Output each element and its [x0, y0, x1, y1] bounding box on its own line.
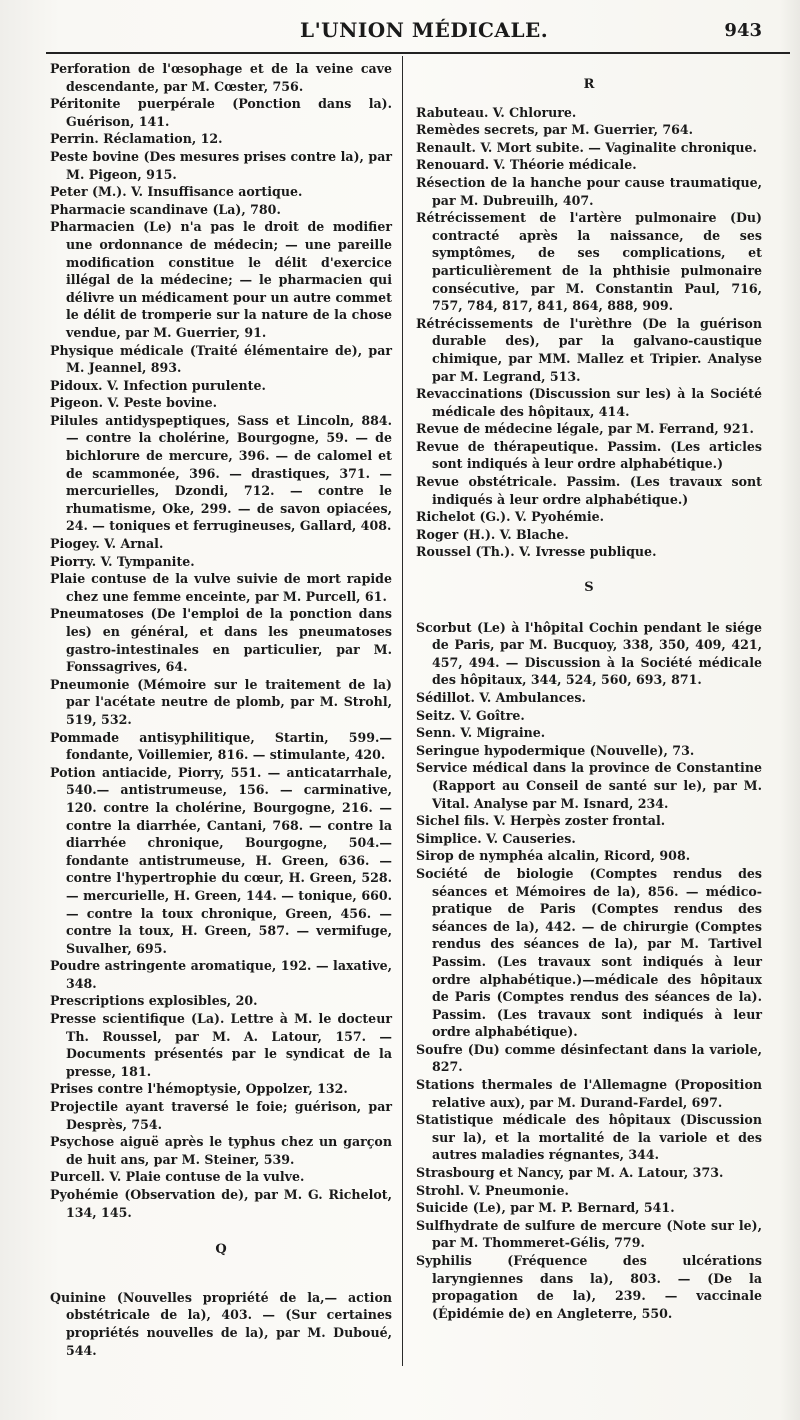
- index-entry: Pharmacie scandinave (La), 780.: [50, 201, 281, 217]
- index-entry: Projectile ayant traversé le foie; guérison, par Desprès, 754.: [50, 1099, 392, 1132]
- index-entry: Strasbourg et Nancy, par M. A. Latour, 373.: [416, 1165, 724, 1181]
- section-q: [50, 1289, 392, 1359]
- index-entry: Sichel fils. V. Herpès zoster frontal.: [416, 813, 666, 829]
- section-letter-s: S: [584, 580, 594, 596]
- index-entry: Piogey. V. Arnal.: [50, 536, 164, 552]
- index-entry: Physique médicale (Traité élémentaire de), par M. Jeannel, 893.: [50, 342, 392, 376]
- index-entry: Senn. V. Migraine.: [416, 725, 546, 741]
- index-entry: Perforation de l'œsophage et de la veine cave descendante, par M. Cœster, 756.: [50, 61, 392, 94]
- index-entry: Pidoux. V. Infection purulente.: [50, 377, 266, 393]
- index-entry: Revue de médecine légale, par M. Ferrand, 921.: [416, 421, 754, 437]
- index-entry: Purcell. V. Plaie contuse de la vulve.: [50, 1169, 305, 1185]
- index-entry: Sulfhydrate de sulfure de mercure (Note sur le), par M. Thommeret-Gélis, 779.: [416, 1217, 762, 1251]
- section-letter-r: R: [583, 77, 595, 92]
- index-entry: Quinine (Nouvelles propriété de la,— action obstétricale de la), 403. — (Sur certaines propriétés nouvelles de la), par M. Duboué, 544.: [50, 1289, 392, 1358]
- index-entry: Pneumatoses (De l'emploi de la ponction dans les) en général, et dans les pneumatoses gastro-intestinales en particulier, par M. Fonssagrives, 64.: [50, 606, 392, 675]
- index-entry: Stations thermales de l'Allemagne (Proposition relative aux), par M. Durand-Fardel, 697.: [416, 1077, 762, 1110]
- right-column: [416, 60, 762, 1322]
- header-rule: [46, 52, 790, 54]
- index-entry: Simplice. V. Causeries.: [416, 830, 576, 846]
- index-entry: Sédillot. V. Ambulances.: [416, 690, 586, 705]
- index-entry: Statistique médicale des hôpitaux (Discussion sur la), et la mortalité de la variole et des autres maladies régnantes, 344.: [416, 1112, 762, 1163]
- index-entry: Seitz. V. Goître.: [416, 707, 525, 723]
- column-divider: [402, 56, 403, 1366]
- index-entry: Roger (H.). V. Blache.: [416, 526, 569, 542]
- index-entry: Piorry. V. Tympanite.: [50, 553, 195, 569]
- index-entry: Presse scientifique (La). Lettre à M. le docteur Th. Roussel, par M. A. Latour, 157. — Documents présentés par le syndicat de la presse, 181.: [50, 1011, 392, 1079]
- index-entry: Suicide (Le), par M. P. Bernard, 541.: [416, 1200, 675, 1216]
- index-entry: Sirop de nymphéa alcalin, Ricord, 908.: [416, 848, 691, 864]
- index-entry: Rétrécissements de l'urèthre (De la guérison durable des), par la galvano-caustique chimique, par MM. Mallez et Tripier. Analyse par M. Legrand, 513.: [416, 315, 762, 384]
- index-entry: Société de biologie (Comptes rendus des séances et Mémoires de la), 856. — médico-pratique de Paris (Comptes rendus des séances de la), 442. — de chirurgie (Comptes rendus des séances de la), par M. Tartivel Passim. (Les travaux sont indiqués à leur ordre alphabétique.)—médicale des hôpitaux de Paris (Comptes rendus des séances de la). Passim. (Les travaux sont indiqués à leur ordre alphabétique).: [416, 865, 762, 1040]
- journal-title: L'UNION MÉDICALE.: [300, 18, 549, 42]
- left-column: [50, 60, 392, 1359]
- index-entry: Péritonite puerpérale (Ponction dans la). Guérison, 141.: [50, 96, 392, 129]
- index-entry: Prises contre l'hémoptysie, Oppolzer, 132.: [50, 1081, 348, 1097]
- page-header: [0, 14, 800, 54]
- index-entry: Prescriptions explosibles, 20.: [50, 993, 258, 1009]
- index-entry: Remèdes secrets, par M. Guerrier, 764.: [416, 122, 694, 138]
- index-entry: Poudre astringente aromatique, 192. — laxative, 348.: [50, 958, 392, 991]
- index-entry: Peste bovine (Des mesures prises contre la), par M. Pigeon, 915.: [50, 148, 392, 182]
- index-entry: Strohl. V. Pneumonie.: [416, 1182, 569, 1198]
- index-entry: Peter (M.). V. Insuffisance aortique.: [50, 184, 303, 200]
- index-entry: Soufre (Du) comme désinfectant dans la variole, 827.: [416, 1041, 762, 1075]
- index-entry: Pyohémie (Observation de), par M. G. Richelot, 134, 145.: [50, 1187, 392, 1220]
- index-entry: Revue de thérapeutique. Passim. (Les articles sont indiqués à leur ordre alphabétique.): [416, 438, 762, 472]
- section-s: [416, 619, 762, 1323]
- section-letter-q: Q: [215, 1242, 227, 1258]
- index-entry: Pigeon. V. Peste bovine.: [50, 395, 218, 411]
- index-entry: Service médical dans la province de Constantine (Rapport au Conseil de santé sur le), par M. Vital. Analyse par M. Isnard, 234.: [416, 760, 762, 811]
- index-entry: Roussel (Th.). V. Ivresse publique.: [416, 544, 657, 560]
- index-entry: Seringue hypodermique (Nouvelle), 73.: [416, 742, 695, 758]
- index-entry: Pommade antisyphilitique, Startin, 599.— fondante, Voillemier, 816. — stimulante, 420.: [50, 729, 392, 763]
- index-entry: Résection de la hanche pour cause traumatique, par M. Dubreuilh, 407.: [416, 174, 762, 208]
- index-entry: Renault. V. Mort subite. — Vaginalite chronique.: [416, 139, 757, 155]
- index-entry: Rétrécissement de l'artère pulmonaire (Du) contracté après la naissance, de ses symptômes, de ses complications, et particulièrement de la phthisie pulmonaire consécutive, par M. Constantin Paul, 716, 757, 784, 817, 841, 864, 888, 909.: [416, 210, 762, 314]
- index-entry: Renouard. V. Théorie médicale.: [416, 157, 637, 173]
- index-entry: Pneumonie (Mémoire sur le traitement de la) par l'acétate neutre de plomb, par M. Strohl, 519, 532.: [50, 676, 392, 727]
- index-entry: Revaccinations (Discussion sur les) à la Société médicale des hôpitaux, 414.: [416, 386, 762, 419]
- index-entry: Perrin. Réclamation, 12.: [50, 131, 223, 147]
- index-entry: Pharmacien (Le) n'a pas le droit de modifier une ordonnance de médecin; — une pareille modification constitue le délit d'exercice illégal de la médecine; — le pharmacien qui délivre un médicament pour un autre commet le délit de tromperie sur la nature de la chose vendue, par M. Guerrier, 91.: [50, 219, 392, 340]
- index-entry: Rabuteau. V. Chlorure.: [416, 104, 577, 120]
- index-entry: Revue obstétricale. Passim. (Les travaux sont indiqués à leur ordre alphabétique.): [416, 474, 762, 507]
- index-entry: Plaie contuse de la vulve suivie de mort rapide chez une femme enceinte, par M. Purcell, 61.: [50, 571, 392, 604]
- index-entry: Psychose aiguë après le typhus chez un garçon de huit ans, par M. Steiner, 539.: [50, 1134, 392, 1167]
- section-r: [416, 104, 762, 561]
- section-p: [50, 60, 392, 1221]
- index-entry: Syphilis (Fréquence des ulcérations laryngiennes dans la), 803. — (De la propagation de la), 239. — vaccinale (Épidémie de) en Angleterre, 550.: [416, 1253, 762, 1321]
- index-entry: Potion antiacide, Piorry, 551. — anticatarrhale, 540.— antistrumeuse, 156. — carminative, 120. contre la cholérine, Bourgogne, 216. — contre la diarrhée, Cantani, 768. — contre la diarrhée chronique, Bourgogne, 504.— fondante antistrumeuse, H. Green, 636. — contre l'hypertrophie du cœur, H. Green, 528.— mercurielle, H. Green, 144. — tonique, 660.— contre la toux chronique, Green, 456. — contre la toux, H. Green, 587. — vermifuge, Suvalher, 695.: [50, 764, 392, 956]
- page-number: 943: [724, 20, 762, 41]
- index-entry: Scorbut (Le) à l'hôpital Cochin pendant le siége de Paris, par M. Bucquoy, 338, 350, 409, 421, 457, 494. — Discussion à la Société médicale des hôpitaux, 344, 524, 560, 693, 871.: [416, 619, 762, 688]
- index-entry: Pilules antidyspeptiques, Sass et Lincoln, 884. — contre la cholérine, Bourgogne, 59. — de bichlorure de mercure, 396. — de calomel et de scammonée, 396. — drastiques, 371. — mercurielles, Dzondi, 712. — contre le rhumatisme, Oke, 299. — de savon opiacées, 24. — toniques et ferrugineuses, Gallard, 408.: [50, 412, 392, 534]
- index-entry: Richelot (G.). V. Pyohémie.: [416, 509, 605, 525]
